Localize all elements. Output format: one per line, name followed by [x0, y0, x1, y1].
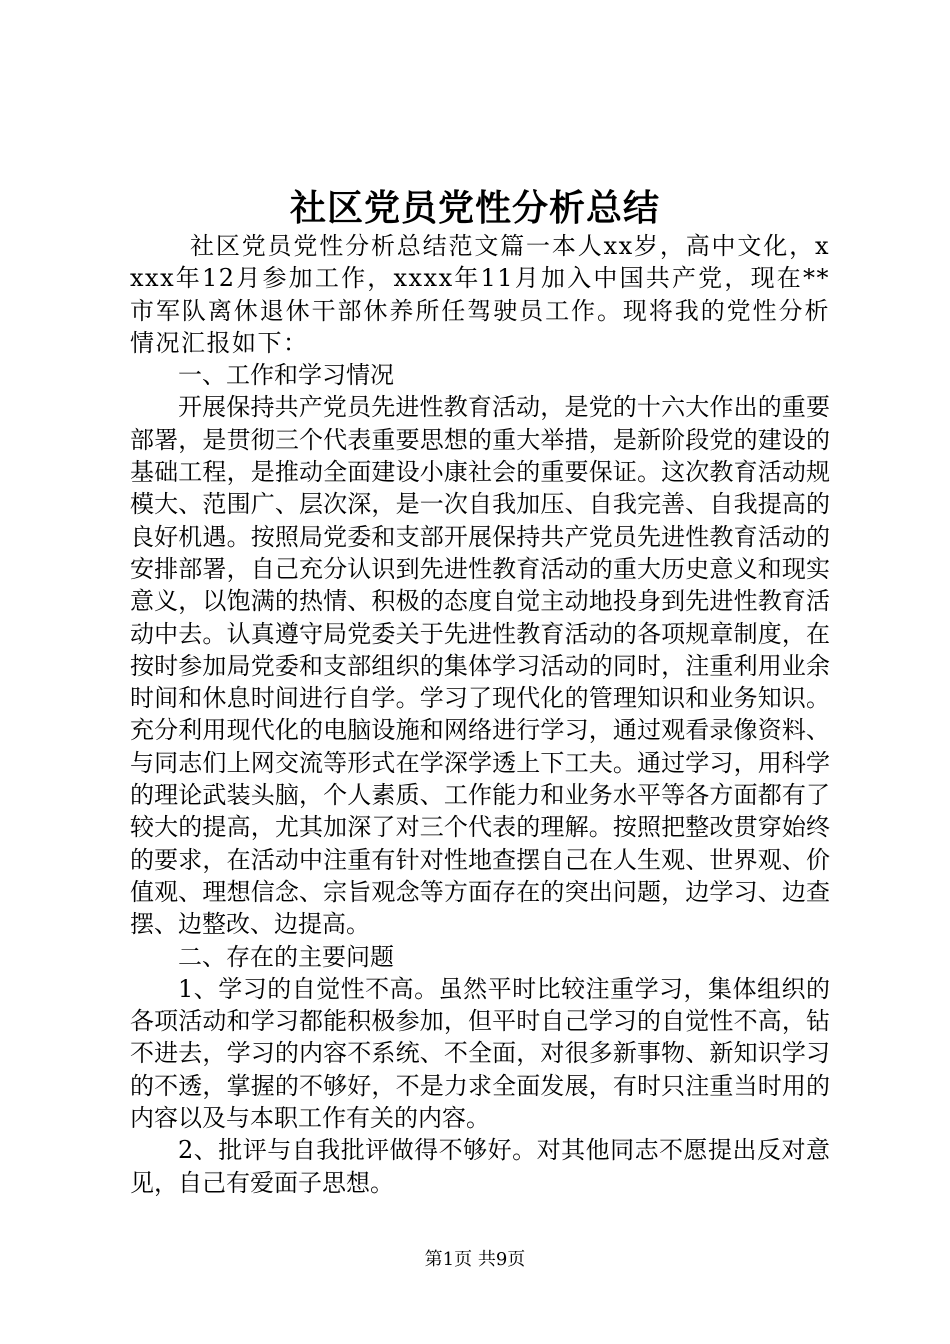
document-title: 社区党员党性分析总结 [289, 187, 660, 229]
problem-1-paragraph: 1、学习的自觉性不高。虽然平时比较注重学习，集体组织的各项活动和学习都能积极参加，但平时自己学习的自觉性不高，钻不进去，学习的内容不系统、不全面，对很多新事物、新知识学习的不透，掌握的不够好，不是力求全面发展，有时只注重当时用的内容以及与本职工作有关的内容。 [130, 974, 830, 1133]
page-number-footer: 第1页 共9页 [424, 1249, 526, 1270]
document-body [130, 230, 830, 1199]
problem-2-paragraph: 2、批评与自我批评做得不够好。对其他同志不愿提出反对意见，自己有爱面子思想。 [130, 1136, 830, 1197]
section-heading-work-study: 一、工作和学习情况 [178, 361, 394, 390]
work-study-paragraph: 开展保持共产党员先进性教育活动，是党的十六大作出的重要部署，是贯彻三个代表重要思想的重大举措，是新阶段党的建设的基础工程，是推动全面建设小康社会的重要保证。这次教育活动规模大、范围广、层次深，是一次自我加压、自我完善、自我提高的良好机遇。按照局党委和支部开展保持共产党员先进性教育活动的安排部署，自己充分认识到先进性教育活动的重大历史意义和现实意义，以饱满的热情、积极的态度自觉主动地投身到先进性教育活动中去。认真遵守局党委关于先进性教育活动的各项规章制度，在按时参加局党委和支部组织的集体学习活动的同时，注重利用业余时间和休息时间进行自学。学习了现代化的管理知识和业务知识。充分利用现代化的电脑设施和网络进行学习，通过观看录像资料、与同志们上网交流等形式在学深学透上下工夫。通过学习，用科学的理论武装头脑，个人素质、工作能力和业务水平等各方面都有了较大的提高，尤其加深了对三个代表的理解。按照把整改贯穿始终的要求，在活动中注重有针对性地查摆自己在人生观、世界观、价值观、理想信念、宗旨观念等方面存在的突出问题，边学习、边查摆、边整改、边提高。 [130, 393, 830, 939]
intro-paragraph: 社区党员党性分析总结范文篇一本人xx岁，高中文化，xxxx年12月参加工作，xxxx年11月加入中国共产党，现在**市军队离休退休干部休养所任驾驶员工作。现将我的党性分析情况汇报如下： [130, 232, 830, 357]
section-heading-problems: 二、存在的主要问题 [178, 942, 394, 971]
